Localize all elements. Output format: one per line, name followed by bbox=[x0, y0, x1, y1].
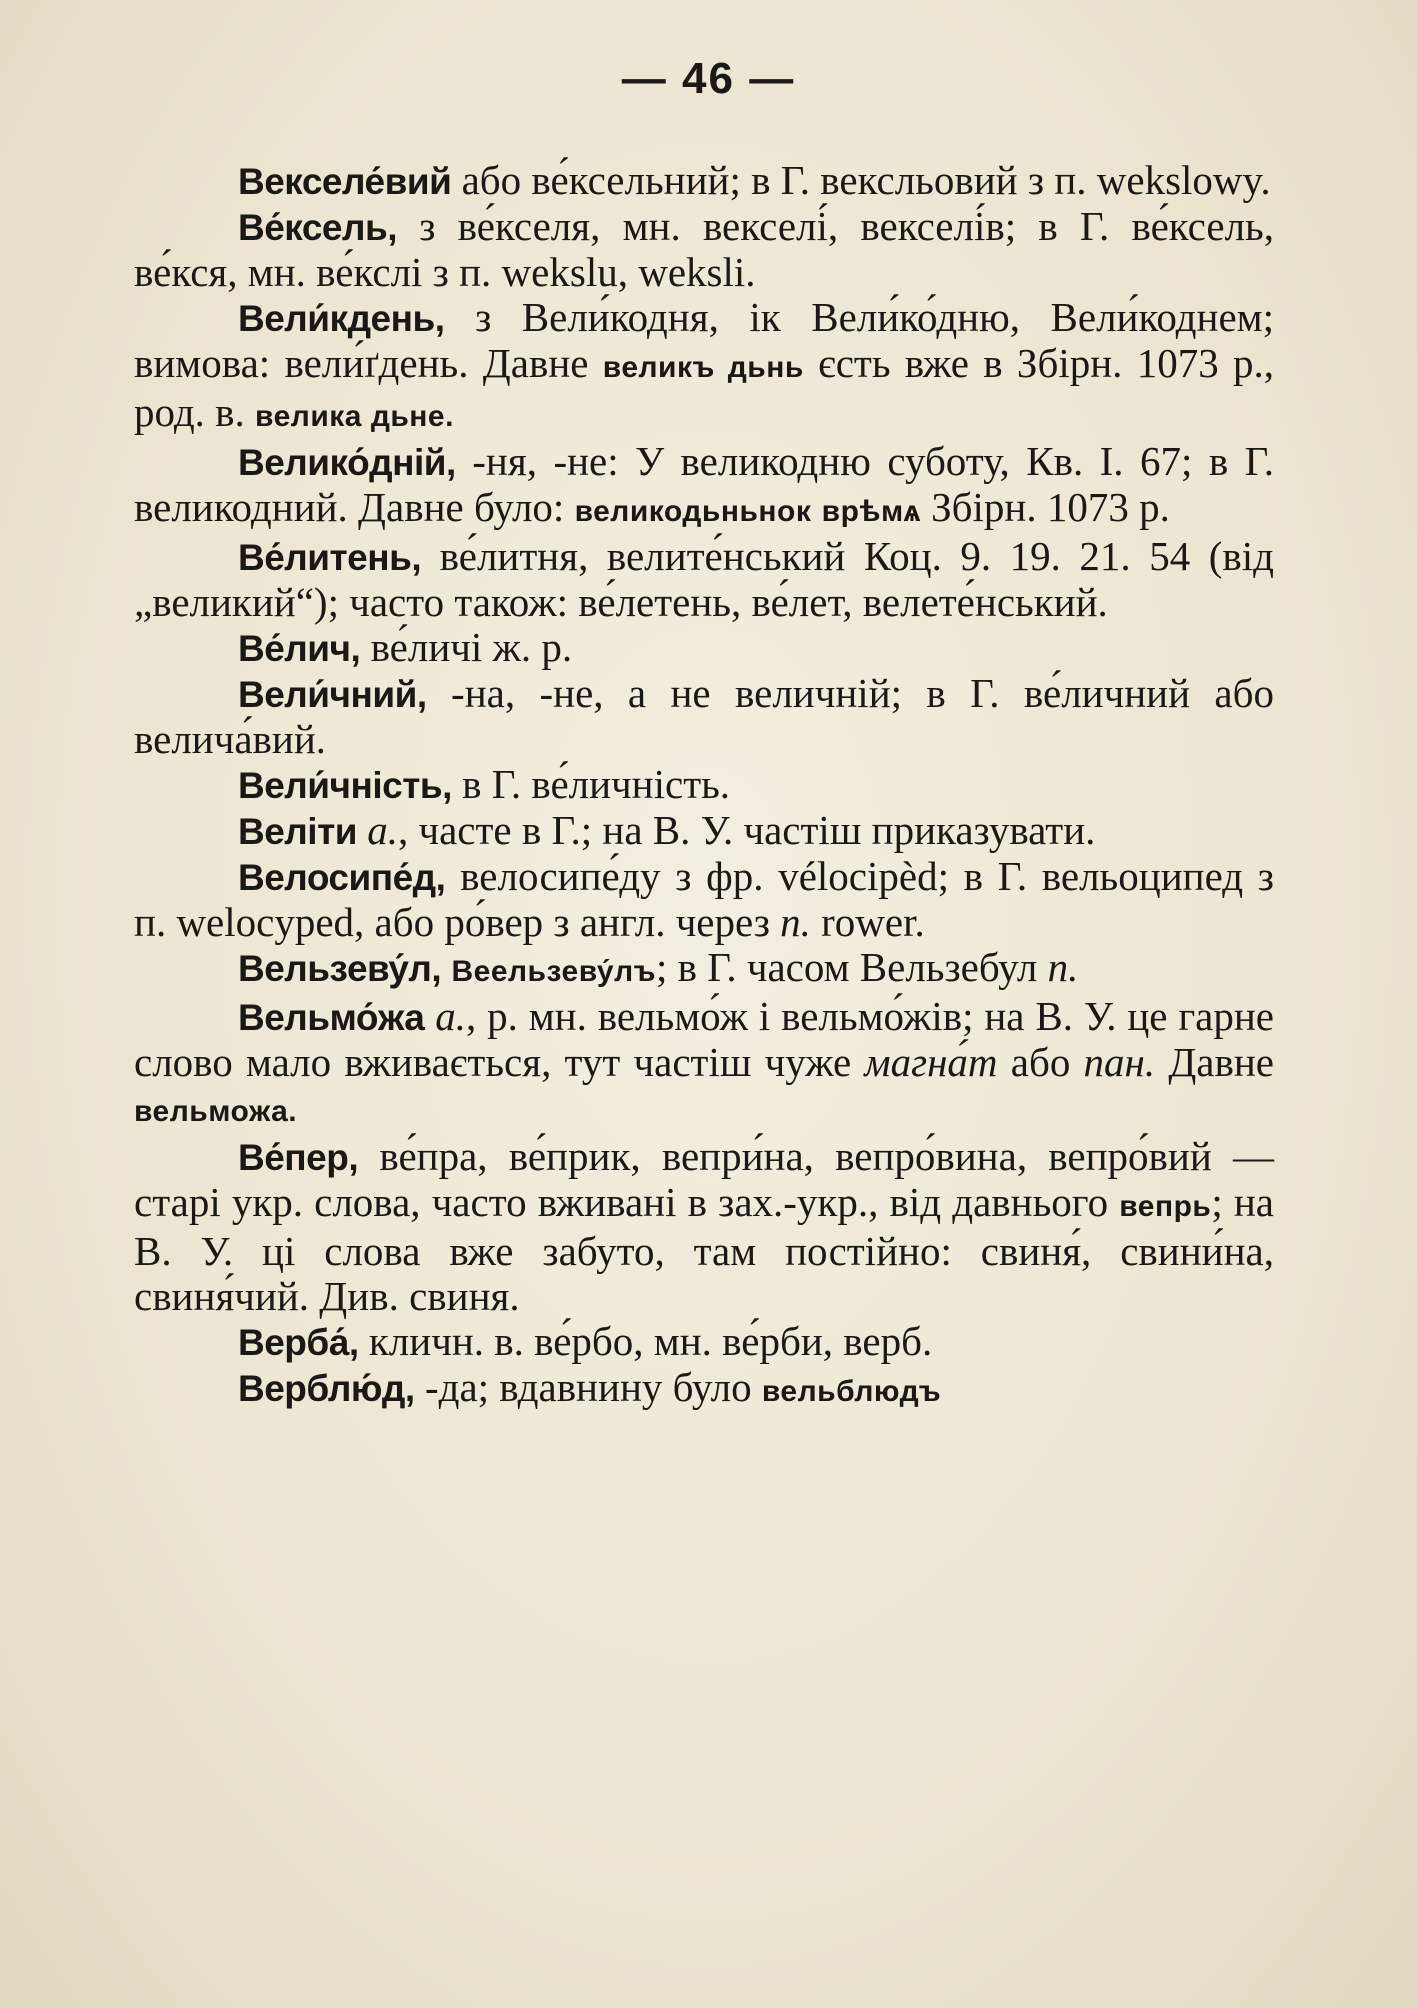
entry-headword: Вели́чний, bbox=[238, 674, 427, 715]
entry-text: Збірн. 1073 р. bbox=[920, 484, 1170, 530]
entry-text: , р. мн. вельмо́ж і вельмо́жів; на В. У. це гарне слово мало вживається, тут частіш чуже bbox=[134, 993, 1275, 1085]
dictionary-text bbox=[134, 158, 1274, 1414]
entry-text: єсть вже в Збірн. 1073 р., род. в. bbox=[134, 340, 1274, 435]
entry-text: велосипе́ду з фр. vélocipèd; в Г. вельоципед з п. welocyped, або ро́вер з англ. через bbox=[134, 853, 1274, 945]
entry-text: або ве́ксельний; в Г. вексльовий з п. wekslowy. bbox=[451, 157, 1271, 203]
dictionary-entry bbox=[134, 808, 1274, 854]
dictionary-entry bbox=[134, 671, 1274, 762]
dictionary-entry bbox=[134, 534, 1274, 625]
old-slavonic-form: вельможа. bbox=[134, 1095, 298, 1128]
page-number: — 46 — bbox=[621, 54, 796, 103]
entry-text: rower. bbox=[810, 899, 925, 945]
italic-text: а. bbox=[435, 993, 466, 1039]
dictionary-entry bbox=[134, 945, 1274, 994]
entry-text bbox=[424, 993, 435, 1039]
old-slavonic-form: великодьньнок bbox=[574, 495, 812, 528]
entry-text: з Вели́кодня, ік Вели́ко́дню, Вели́коднем; вимова: вели́ґдень. Давне bbox=[134, 294, 1274, 386]
entry-headword: Велико́дній, bbox=[238, 442, 456, 483]
entry-text: з ве́кселя, мн. векселі́, векселі́в; в Г. ве́ксель, ве́кся, мн. ве́кслі з п. wekslu, weksli. bbox=[134, 203, 1274, 295]
italic-text: п. bbox=[780, 899, 811, 945]
entry-text: -ня, -не: У великодню суботу, Кв. І. 67; в Г. великодний. Давне було: bbox=[134, 438, 1274, 530]
entry-text bbox=[811, 484, 821, 530]
entry-text: ; в Г. часом Вельзебул bbox=[656, 944, 1048, 990]
entry-headword: Вельзеву́л, bbox=[238, 948, 442, 989]
dictionary-entry bbox=[134, 625, 1274, 671]
dictionary-entry bbox=[134, 1134, 1274, 1319]
entry-headword: Вели́чність, bbox=[238, 765, 452, 806]
italic-text: магна́т bbox=[864, 1039, 998, 1085]
entry-text: ве́пра, ве́прик, вепри́на, вепро́вина, вепро́вий — старі укр. слова, часто вживані в зах.-укр., від давнього bbox=[134, 1133, 1274, 1225]
entry-text: або bbox=[997, 1039, 1084, 1085]
entry-text: ве́литня, велите́нський Коц. 9. 19. 21. 54 (від „великий“); часто також: ве́летень, ве́лет, велете́нський. bbox=[134, 533, 1274, 625]
entry-headword: Велосипе́д, bbox=[238, 857, 446, 898]
dictionary-entry bbox=[134, 295, 1274, 439]
entry-headword: Вели́кдень, bbox=[238, 298, 445, 339]
dictionary-entry bbox=[134, 1365, 1274, 1414]
entry-headword: Вельмо́жа bbox=[238, 997, 425, 1038]
entry-text: кличн. в. ве́рбо, мн. ве́рби, верб. bbox=[358, 1318, 933, 1364]
entry-text: , часте в Г.; на В. У. частіш приказувати. bbox=[397, 807, 1096, 853]
entry-headword: Векселе́вий bbox=[238, 161, 452, 202]
italic-text: п. bbox=[1047, 944, 1079, 990]
entry-text bbox=[441, 944, 451, 990]
entry-text: -на, -не, а не величній; в Г. ве́личний або велича́вий. bbox=[134, 670, 1274, 762]
dictionary-entry bbox=[134, 158, 1274, 204]
old-slavonic-form: Веельзеву́лъ bbox=[451, 955, 657, 988]
entry-text: в Г. ве́личність. bbox=[451, 761, 731, 807]
entry-text bbox=[357, 807, 367, 853]
dictionary-entry bbox=[134, 994, 1274, 1134]
italic-text: пан. bbox=[1083, 1039, 1156, 1085]
entry-text: -да; вдавнину було bbox=[414, 1364, 762, 1410]
dictionary-entry bbox=[134, 762, 1274, 808]
old-slavonic-form: великъ дьнь bbox=[602, 351, 804, 384]
entry-headword: Ве́пер, bbox=[238, 1137, 359, 1178]
dictionary-entry bbox=[134, 854, 1274, 945]
entry-text: Давне bbox=[1155, 1039, 1274, 1085]
entry-text: ве́личі ж. р. bbox=[360, 624, 573, 670]
entry-headword: Ве́литень, bbox=[238, 537, 422, 578]
dictionary-entry bbox=[134, 1319, 1274, 1365]
entry-headword: Верблю́д, bbox=[238, 1368, 415, 1409]
old-slavonic-form: велика дьне. bbox=[255, 400, 454, 433]
italic-text: а. bbox=[367, 807, 398, 853]
entry-text: ; на В. У. ці слова вже забуто, там постійно: свиня́, свини́на, свиня́чий. Див. свиня. bbox=[134, 1179, 1275, 1319]
old-slavonic-form: вепрь bbox=[1119, 1190, 1212, 1223]
old-slavonic-form: вельблюдъ bbox=[761, 1375, 942, 1408]
entry-headword: Верба́, bbox=[238, 1322, 359, 1363]
entry-headword: Веліти bbox=[238, 811, 357, 852]
dictionary-entry bbox=[134, 439, 1274, 534]
old-slavonic-form: врѣмѧ bbox=[821, 495, 921, 528]
entry-headword: Ве́лич, bbox=[238, 628, 361, 669]
dictionary-entry bbox=[134, 204, 1274, 295]
entry-headword: Ве́ксель, bbox=[238, 207, 398, 248]
